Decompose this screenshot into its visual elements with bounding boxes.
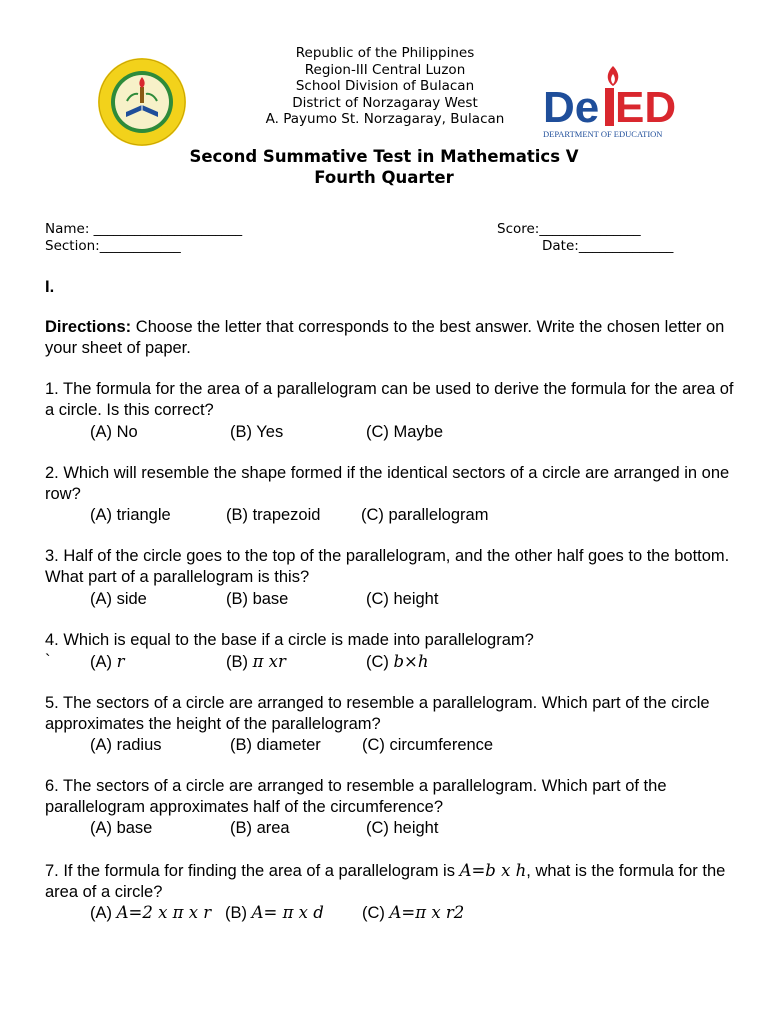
question-text: 7. If the formula for finding the area of a parallelogram is A=b x h, what is the formula for the area of a circle? [45,861,726,901]
score-field[interactable]: Score:_______________ [497,221,641,237]
formula: A=b x h [459,861,527,880]
option-b[interactable]: (B) π xr [226,652,286,671]
option-c[interactable]: (C) circumference [362,736,494,754]
directions-label: Directions: [45,318,132,336]
question-text: 4. Which is equal to the base if a circle is made into parallelogram? [45,631,534,649]
deped-logo [541,64,686,142]
option-b[interactable]: (B) trapezoid [226,506,321,524]
test-subtitle: Fourth Quarter [314,168,454,187]
section-field[interactable]: Section:____________ [45,238,181,254]
date-field[interactable]: Date:______________ [542,238,674,254]
option-c[interactable]: (C) height [366,819,439,837]
option-a[interactable]: (A) base [90,819,153,837]
option-a[interactable]: (A) A=2 x π x r [90,903,212,922]
question-text: 3. Half of the circle goes to the top of the parallelogram, and the other half goes to the bottom. What part of a parallelogram is this? [45,547,730,586]
option-c[interactable]: (C) b×h [366,652,429,671]
option-b[interactable]: (B) area [230,819,290,837]
option-c[interactable]: (C) Maybe [366,423,444,441]
header-line: Region-III Central Luzon [304,61,466,78]
option-b[interactable]: (B) A= π x d [225,903,324,922]
header-line: District of Norzagaray West [292,94,478,111]
option-c[interactable]: (C) A=π x r2 [362,903,465,922]
option-b[interactable]: (B) diameter [230,736,321,754]
test-title: Second Summative Test in Mathematics V [189,147,579,166]
option-c[interactable]: (C) parallelogram [361,506,489,524]
option-a[interactable]: (A) radius [90,736,162,754]
directions [45,317,735,359]
header-line: Republic of the Philippines [295,45,475,61]
deped-subtext: DEPARTMENT OF EDUCATION [543,129,663,139]
school-seal-logo [97,57,187,147]
svg-text:ED: ED [615,83,677,132]
question-text: 1. The formula for the area of a parallelogram can be used to derive the formula for the area of a circle. Is this correct? [45,380,734,419]
option-a[interactable]: (A) No [90,423,138,441]
option-b[interactable]: (B) base [226,590,289,608]
option-c[interactable]: (C) height [366,590,439,608]
header-line: School Division of Bulacan [295,78,475,95]
question-text: 6. The sectors of a circle are arranged to resemble a parallelogram. Which part of the parallelogram approximates half of the circumference? [45,777,667,816]
header-line: A. Payumo St. Norzagaray, Bulacan [265,111,505,128]
option-b[interactable]: (B) Yes [230,423,284,441]
option-a[interactable]: (A) r [90,652,125,671]
svg-text:De: De [543,83,600,132]
question-text: 2. Which will resemble the shape formed if the identical sectors of a circle are arranged in one row? [45,464,730,503]
header-address [240,45,530,128]
stray-mark: ` [45,652,51,670]
part-label: I. [45,278,55,296]
option-a[interactable]: (A) triangle [90,506,171,524]
option-a[interactable]: (A) side [90,590,147,608]
question-text: 5. The sectors of a circle are arranged to resemble a parallelogram. Which part of the circle approximates the height of the parallelogram? [45,694,710,733]
directions-text: Choose the letter that corresponds to the best answer. Write the chosen letter on your sheet of paper. [45,318,725,357]
name-field[interactable]: Name: ______________________ [45,221,243,237]
